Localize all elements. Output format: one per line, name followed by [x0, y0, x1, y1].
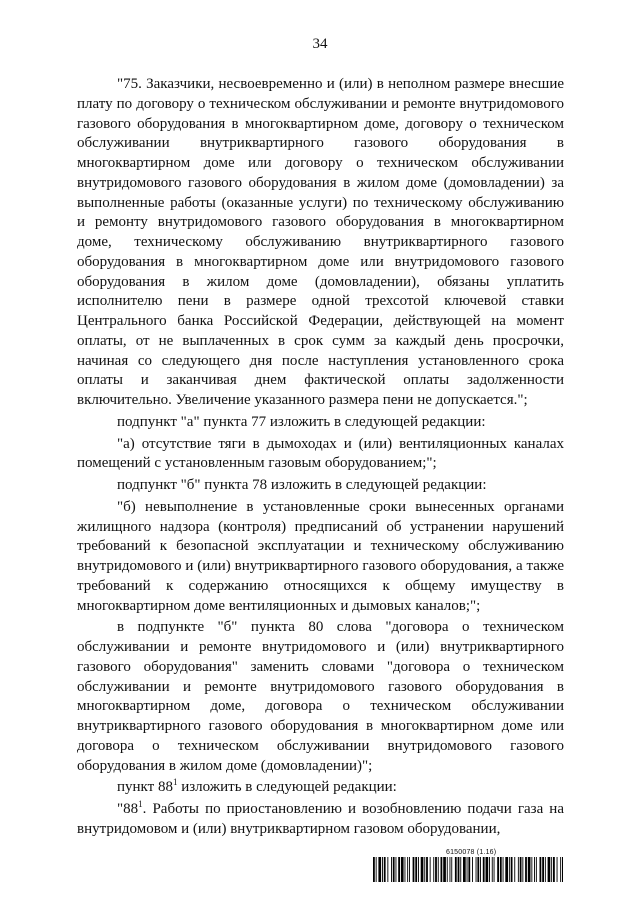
page-number: 34: [312, 36, 328, 52]
document-body: [77, 75, 564, 840]
paragraph-78-intro: подпункт "б" пункта 78 изложить в следующей редакции:: [117, 477, 487, 493]
paragraph-78-text: "б) невыполнение в установленные сроки вынесенных органами жилищного надзора (контроля) предписаний об устранении нарушений требований к безопасной эксплуатации и техническому обслуживанию внутридомового и (или) внутриквартирного газового оборудования, а также требований к содержанию относящихся к общему имуществу в многоквартирном доме вентиляционных и дымовых каналов;";: [77, 498, 564, 614]
paragraph-77-text: "а) отсутствие тяги в дымоходах и (или) вентиляционных каналах помещений с установленным газовым оборудованием;";: [77, 435, 564, 472]
paragraph-88-intro: [77, 778, 564, 798]
paragraph-88-intro-suffix: изложить в следующей редакции:: [177, 779, 397, 796]
barcode-number: 6150078 (1.16): [446, 849, 497, 856]
paragraph-88-intro-prefix: пункт 88: [117, 779, 173, 796]
paragraph-88-intro-superscript: 1: [172, 777, 178, 788]
paragraph-88-text-prefix: "88: [117, 801, 139, 817]
paragraph-88-text: [77, 800, 564, 840]
paragraph-80-amendment: в подпункте "б" пункта 80 слова "договора о техническом обслуживании и ремонте внутридомового и (или) внутриквартирного газового оборудования" заменить словами "договора о техническом обслуживании и ремонте внутридомового газового оборудования в многоквартирном доме, договора о техническом обслуживании внутриквартирного газового оборудования в многоквартирном доме или договора о техническом обслуживании внутридомового газового оборудования в жилом доме (домовладении)";: [77, 619, 564, 774]
paragraph-75: "75. Заказчики, несвоевременно и (или) в неполном размере внесшие плату по договору о техническом обслуживании и ремонте внутридомового газового оборудования в многоквартирном доме, договору о техническом обслуживании внутриквартирного газового оборудования в многоквартирном доме или договору о техническом обслуживании внутридомового газового оборудования в жилом доме (домовладении) за выполненные работы (оказанные услуги) по техническому обслуживанию и ремонту внутридомового газового оборудования в многоквартирном доме, техническому обслуживанию внутриквартирного газового оборудования в многоквартирном доме или внутридомового газового оборудования в жилом доме (домовладении), обязаны уплатить исполнителю пени в размере одной трехсотой ключевой ставки Центрального банка Российской Федерации, действующей на момент оплаты, от не выплаченных в срок сумм за каждый день просрочки, начиная со следующего дня после наступления установленного срока оплаты и заканчивая днем фактической оплаты задолженности включительно. Увеличение указанного размера пени не допускается.";: [77, 76, 564, 408]
paragraph-77-intro: подпункт "а" пункта 77 изложить в следующей редакции:: [117, 413, 486, 430]
paragraph-88-text-suffix: . Работы по приостановлению и возобновлению подачи газа на внутридомовом и (или) внутриквартирном газовом оборудовании,: [77, 801, 564, 837]
barcode: [373, 857, 563, 882]
paragraph-88-text-superscript: 1: [138, 799, 143, 809]
